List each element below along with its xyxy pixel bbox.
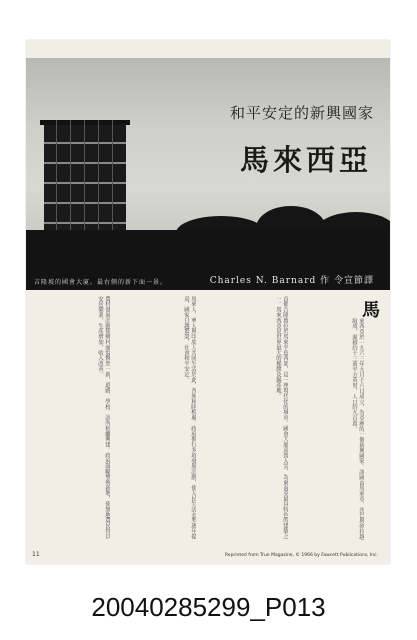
text-column: 農村發展計劃使鄉村面貌煥然一新，道路、學校、診所相繼興建。政府鼓勵墾殖新地，使無地農民得以安居樂業，生產增加，收入改善。 — [97, 296, 110, 539]
photo-caption: 吉隆坡的國會大廈。最右側的新下面一景。 — [34, 279, 168, 286]
archive-id-label: 20040285299_P013 — [91, 592, 326, 622]
reprint-note: Reprinted from True Magazine, © 1966 by Fawcett Publications, Inc. — [224, 553, 378, 558]
text-column: 來西亞於一九六三年九月十六日成立，為亞洲的一個新興國家。該國由馬來亞、沙巴與砂拉越組成，面積約十三萬平方英里，人口約九百萬。 — [351, 318, 364, 540]
header-photo — [26, 58, 390, 290]
magazine-page — [26, 40, 390, 564]
page-number: 11 — [32, 551, 40, 558]
article-subtitle: 和平安定的新興國家 — [229, 104, 374, 122]
text-column: 首都吉隆坡位於馬來半島西部，是一座現代化的城市。國會大廈高聳入雲，為東南亞最具特色的建築之一。馬來西亞是世界最大的橡膠及錫產地。 — [275, 296, 288, 539]
article-title: 馬來西亞 — [239, 143, 372, 177]
author-byline: Charles N. Barnard 作 令宣節譯 — [209, 276, 374, 286]
article-body — [34, 296, 382, 540]
text-column: 馬來人、華人與印度人共同生活於此，各族和睦相處。政府推行多項發展計劃，使人民生活水準逐年提高，國家日趨繁榮，社會和平安定。 — [183, 296, 196, 539]
drop-cap: 馬 — [362, 300, 380, 321]
